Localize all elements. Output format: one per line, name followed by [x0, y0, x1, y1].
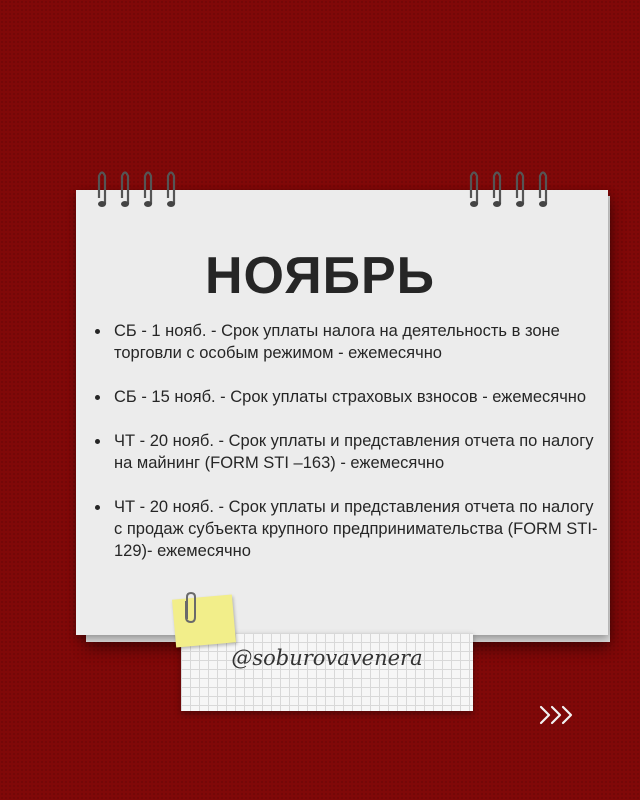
deadline-list [90, 320, 600, 584]
binder-ring-icon [96, 168, 108, 210]
binder-ring-icon [491, 168, 503, 210]
binder-rings-left [96, 168, 177, 210]
deadline-item: СБ - 1 нояб. - Срок уплаты налога на деятельность в зоне торговли с особым режимом - ежемесячно [90, 320, 600, 364]
month-title: НОЯБРЬ [204, 247, 436, 305]
deadline-item: ЧТ - 20 нояб. - Срок уплаты и представления отчета по налогу с продаж субъекта крупного предпринимательства (FORM STI-129)- ежемесячно [90, 496, 600, 562]
binder-ring-icon [119, 168, 131, 210]
grid-paper-label [181, 633, 473, 711]
paperclip-icon [181, 591, 201, 625]
binder-ring-icon [142, 168, 154, 210]
deadline-item: ЧТ - 20 нояб. - Срок уплаты и представления отчета по налогу на майнинг (FORM STI –163) - ежемесячно [90, 430, 600, 474]
binder-ring-icon [165, 168, 177, 210]
binder-ring-icon [514, 168, 526, 210]
binder-rings-right [468, 168, 549, 210]
triple-chevron-right-icon[interactable] [538, 703, 578, 727]
binder-ring-icon [468, 168, 480, 210]
deadline-item: СБ - 15 нояб. - Срок уплаты страховых взносов - ежемесячно [90, 386, 600, 408]
binder-ring-icon [537, 168, 549, 210]
author-handle: @soburovavenera [231, 646, 423, 670]
